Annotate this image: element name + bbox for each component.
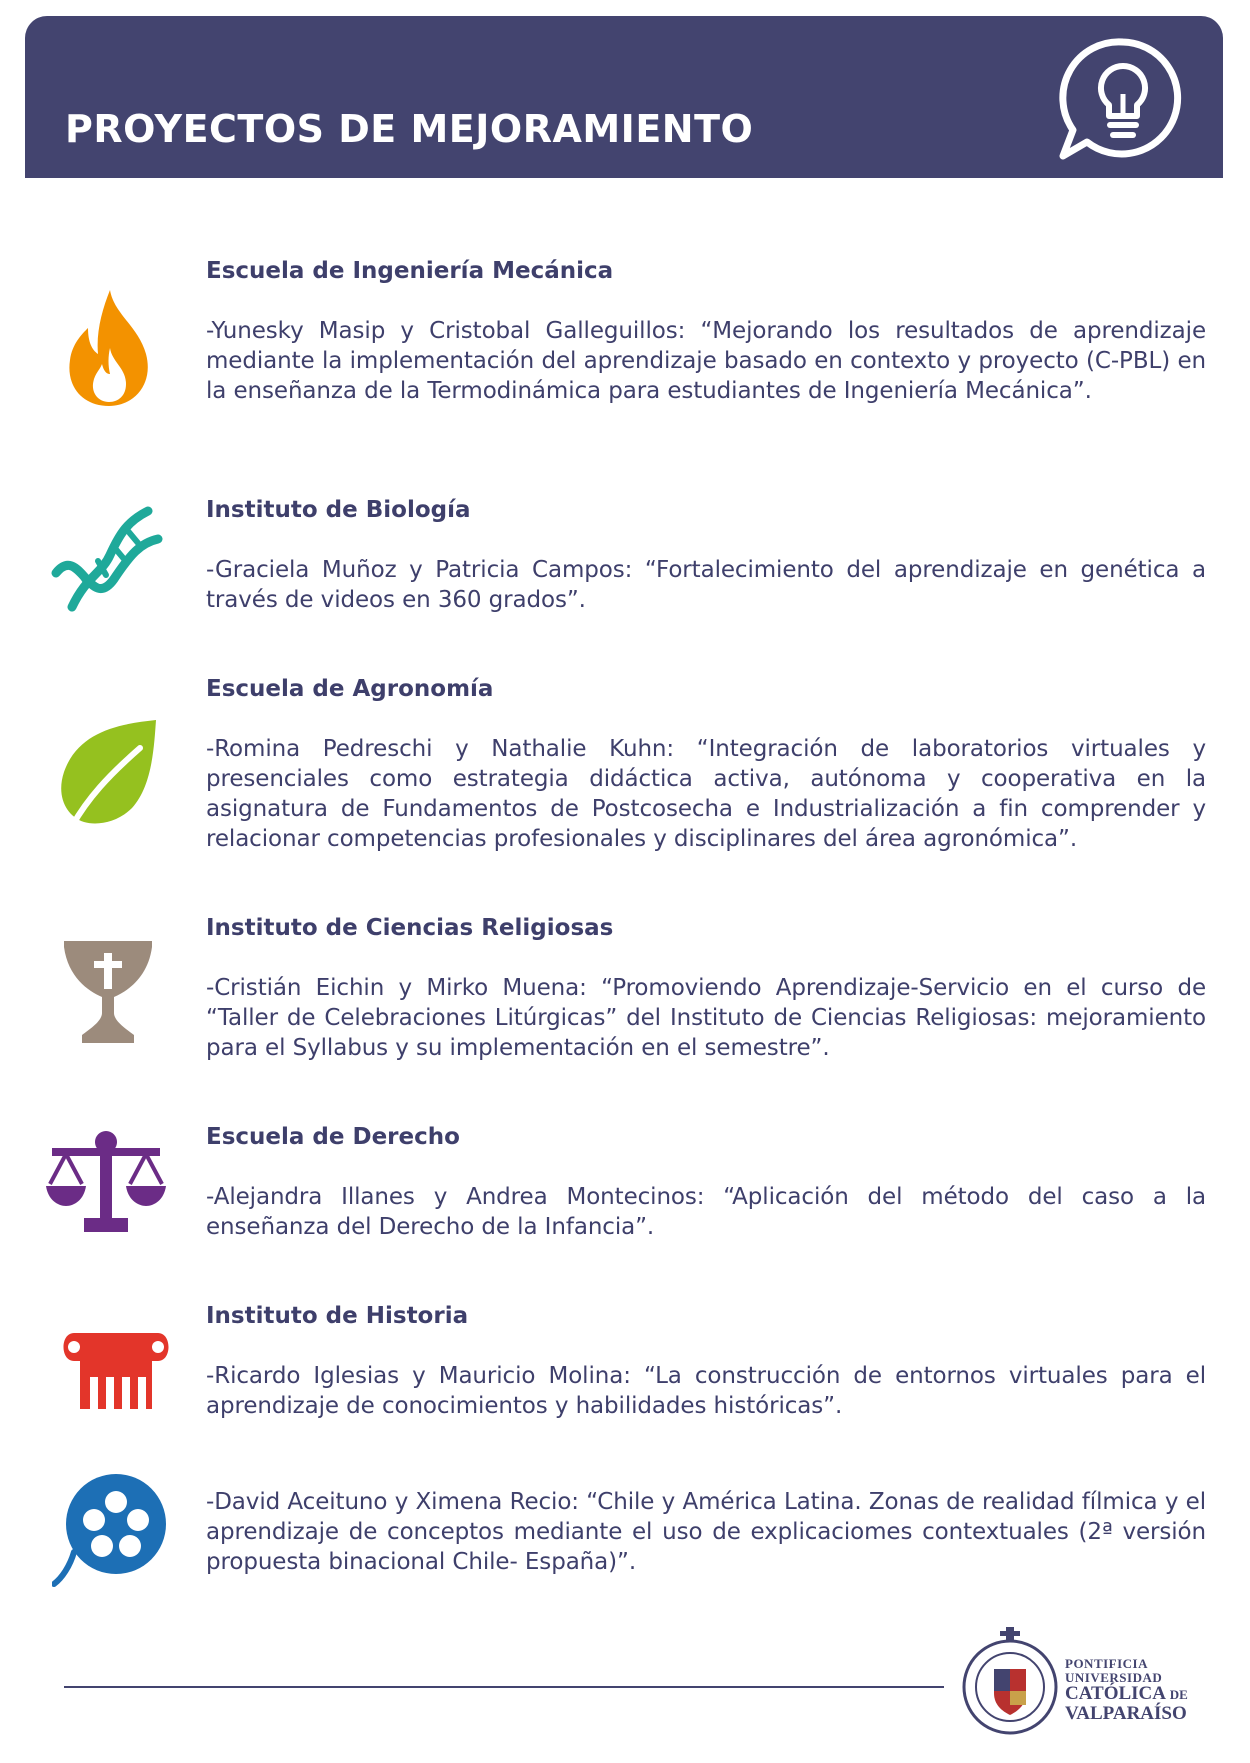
university-logo-text: [1065, 1657, 1235, 1724]
column-capital-icon: [60, 1329, 172, 1413]
footer-divider: [64, 1686, 944, 1688]
project-text: -Cristián Eichin y Mirko Muena: “Promoviendo Aprendizaje-Servicio en el curso de “Taller de Celebraciones Litúrgicas” del Instituto de Ciencias Religiosas: mejoramiento para el Syllabus y su implementación en el semestre”.: [206, 975, 1206, 1061]
section-title: Escuela de Derecho: [206, 1124, 460, 1150]
section-title: Instituto de Ciencias Religiosas: [206, 915, 614, 941]
page-title: PROYECTOS DE MEJORAMIENTO: [65, 107, 754, 151]
dna-icon: [50, 503, 164, 617]
project-text: -David Aceituno y Ximena Recio: “Chile y América Latina. Zonas de realidad fílmica y el aprendizaje de conceptos mediante el uso de explicaciomes contextuales (2ª versión propuesta binacional Chile- España)”.: [206, 1489, 1206, 1575]
university-seal-icon: [960, 1625, 1060, 1737]
section-title: Escuela de Agronomía: [206, 676, 494, 702]
leaf-icon: [58, 718, 158, 830]
scales-icon: [44, 1130, 168, 1234]
chalice-icon: [62, 937, 154, 1045]
section-title: Instituto de Biología: [206, 497, 471, 523]
section-title: Escuela de Ingeniería Mecánica: [206, 258, 614, 284]
flame-icon: [66, 288, 152, 408]
logo-line-4: VALPARAÍSO: [1065, 1703, 1187, 1725]
logo-line-3b: DE: [1169, 1687, 1188, 1703]
logo-line-2: UNIVERSIDAD: [1065, 1669, 1163, 1685]
header-banner: [25, 16, 1223, 178]
lightbulb-speech-icon: [1057, 32, 1189, 164]
section-title: Instituto de Historia: [206, 1303, 469, 1329]
project-text: -Yunesky Masip y Cristobal Galleguillos: “Mejorando los resultados de aprendizaje mediante la implementación del aprendizaje basado en contexto y proyecto (C-PBL) en la enseñanza de la Termodinámica para estudiantes de Ingeniería Mecánica”.: [206, 318, 1206, 404]
project-text: -Alejandra Illanes y Andrea Montecinos: “Aplicación del método del caso a la enseñanza del Derecho de la Infancia”.: [206, 1184, 1206, 1240]
project-text: -Romina Pedreschi y Nathalie Kuhn: “Integración de laboratorios virtuales y presenciales como estrategia didáctica activa, autónoma y cooperativa en la asignatura de Fundamentos de Postcosecha e Industrialización a fin comprender y relacionar competencias profesionales y disciplinares del área agronómica”.: [206, 736, 1206, 852]
project-text: -Graciela Muñoz y Patricia Campos: “Fortalecimiento del aprendizaje en genética a través de videos en 360 grados”.: [206, 557, 1206, 613]
project-text: -Ricardo Iglesias y Mauricio Molina: “La construcción de entornos virtuales para el aprendizaje de conocimientos y habilidades históricas”.: [206, 1363, 1206, 1419]
film-reel-icon: [52, 1472, 170, 1588]
logo-line-3: CATÓLICA: [1065, 1683, 1165, 1705]
logo-line-1: PONTIFICIA: [1065, 1656, 1149, 1671]
